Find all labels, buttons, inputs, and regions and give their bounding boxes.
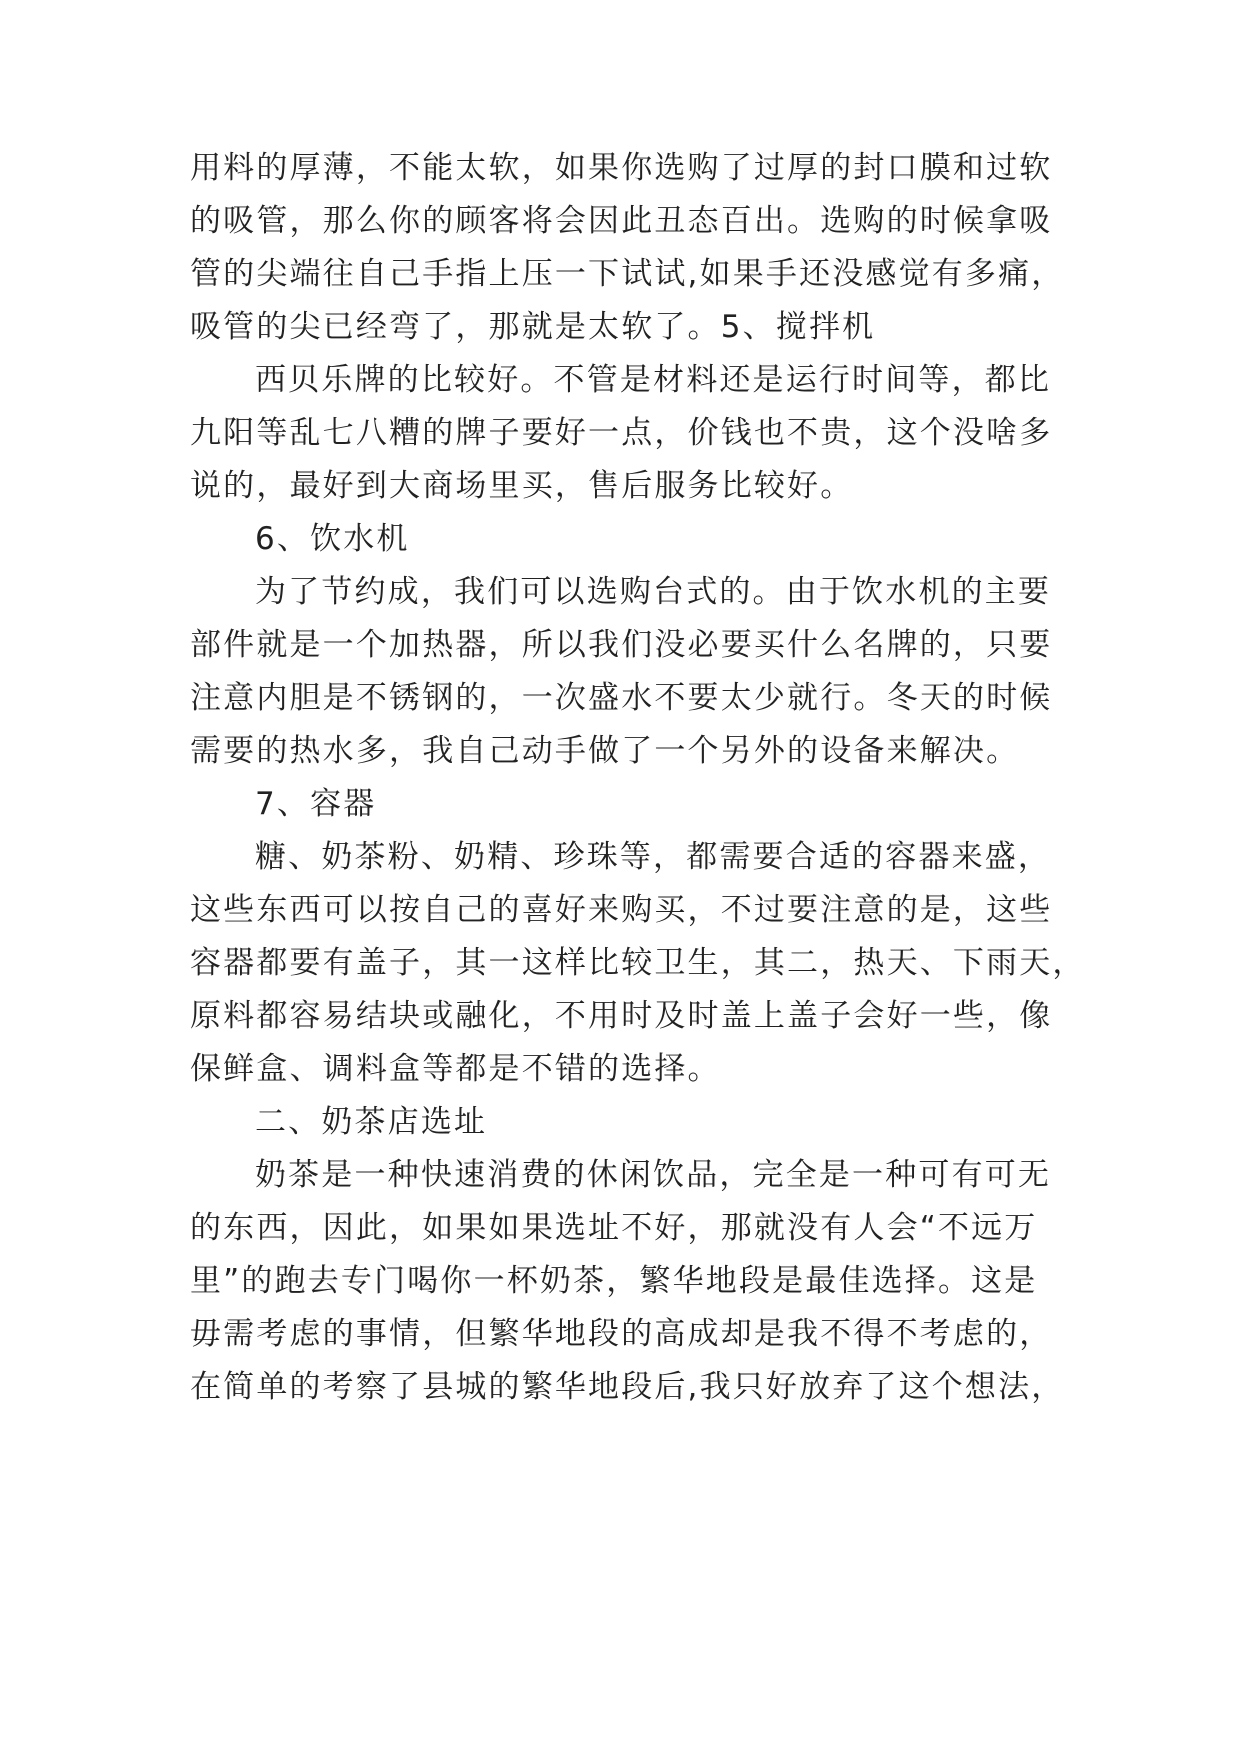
section-heading: 二、奶茶店选址 [255, 1104, 488, 1140]
section-heading: 6、饮水机 [255, 521, 410, 557]
body-text-line: 里”的跑去专门喝你一杯奶茶，繁华地段是最佳选择。这是 [190, 1263, 1038, 1299]
body-text-line: 九阳等乱七八糟的牌子要好一点，价钱也不贵，这个没啥多 [190, 415, 1053, 451]
body-text-line: 这些东西可以按自己的喜好来购买，不过要注意的是，这些 [190, 892, 1053, 928]
body-text-line: 部件就是一个加热器，所以我们没必要买什么名牌的，只要 [190, 627, 1053, 663]
body-text-line: 注意内胆是不锈钢的，一次盛水不要太少就行。冬天的时候 [190, 680, 1053, 716]
body-text-line: 毋需考虑的事情，但繁华地段的高成却是我不得不考虑的， [190, 1316, 1053, 1352]
paragraph-first-line: 糖、奶茶粉、奶精、珍珠等，都需要合适的容器来盛， [255, 839, 1052, 875]
body-text-line: 用料的厚薄，不能太软，如果你选购了过厚的封口膜和过软 [190, 150, 1053, 186]
body-text-line: 说的，最好到大商场里买，售后服务比较好。 [190, 468, 854, 504]
body-text-line: 的东西，因此，如果如果选址不好，那就没有人会“不远万 [190, 1210, 1038, 1246]
section-heading: 7、容器 [255, 786, 377, 822]
body-text-line: 在简单的考察了县城的繁华地段后,我只好放弃了这个想法， [190, 1369, 1065, 1405]
paragraph-first-line: 西贝乐牌的比较好。不管是材料还是运行时间等，都比 [255, 362, 1052, 398]
body-text-line: 的吸管，那么你的顾客将会因此丑态百出。选购的时候拿吸 [190, 203, 1053, 239]
paragraph-first-line: 奶茶是一种快速消费的休闲饮品，完全是一种可有可无 [255, 1157, 1052, 1193]
body-text-line: 吸管的尖已经弯了，那就是太软了。5、搅拌机 [190, 309, 876, 345]
body-text-line: 管的尖端往自己手指上压一下试试,如果手还没感觉有多痛， [190, 256, 1065, 292]
body-text-line: 容器都要有盖子，其一这样比较卫生，其二，热天、下雨天， [190, 945, 1086, 981]
body-text-line: 保鲜盒、调料盒等都是不错的选择。 [190, 1051, 721, 1087]
body-text-line: 需要的热水多，我自己动手做了一个另外的设备来解决。 [190, 733, 1020, 769]
paragraph-first-line: 为了节约成，我们可以选购台式的。由于饮水机的主要 [255, 574, 1052, 610]
body-text-line: 原料都容易结块或融化，不用时及时盖上盖子会好一些，像 [190, 998, 1053, 1034]
